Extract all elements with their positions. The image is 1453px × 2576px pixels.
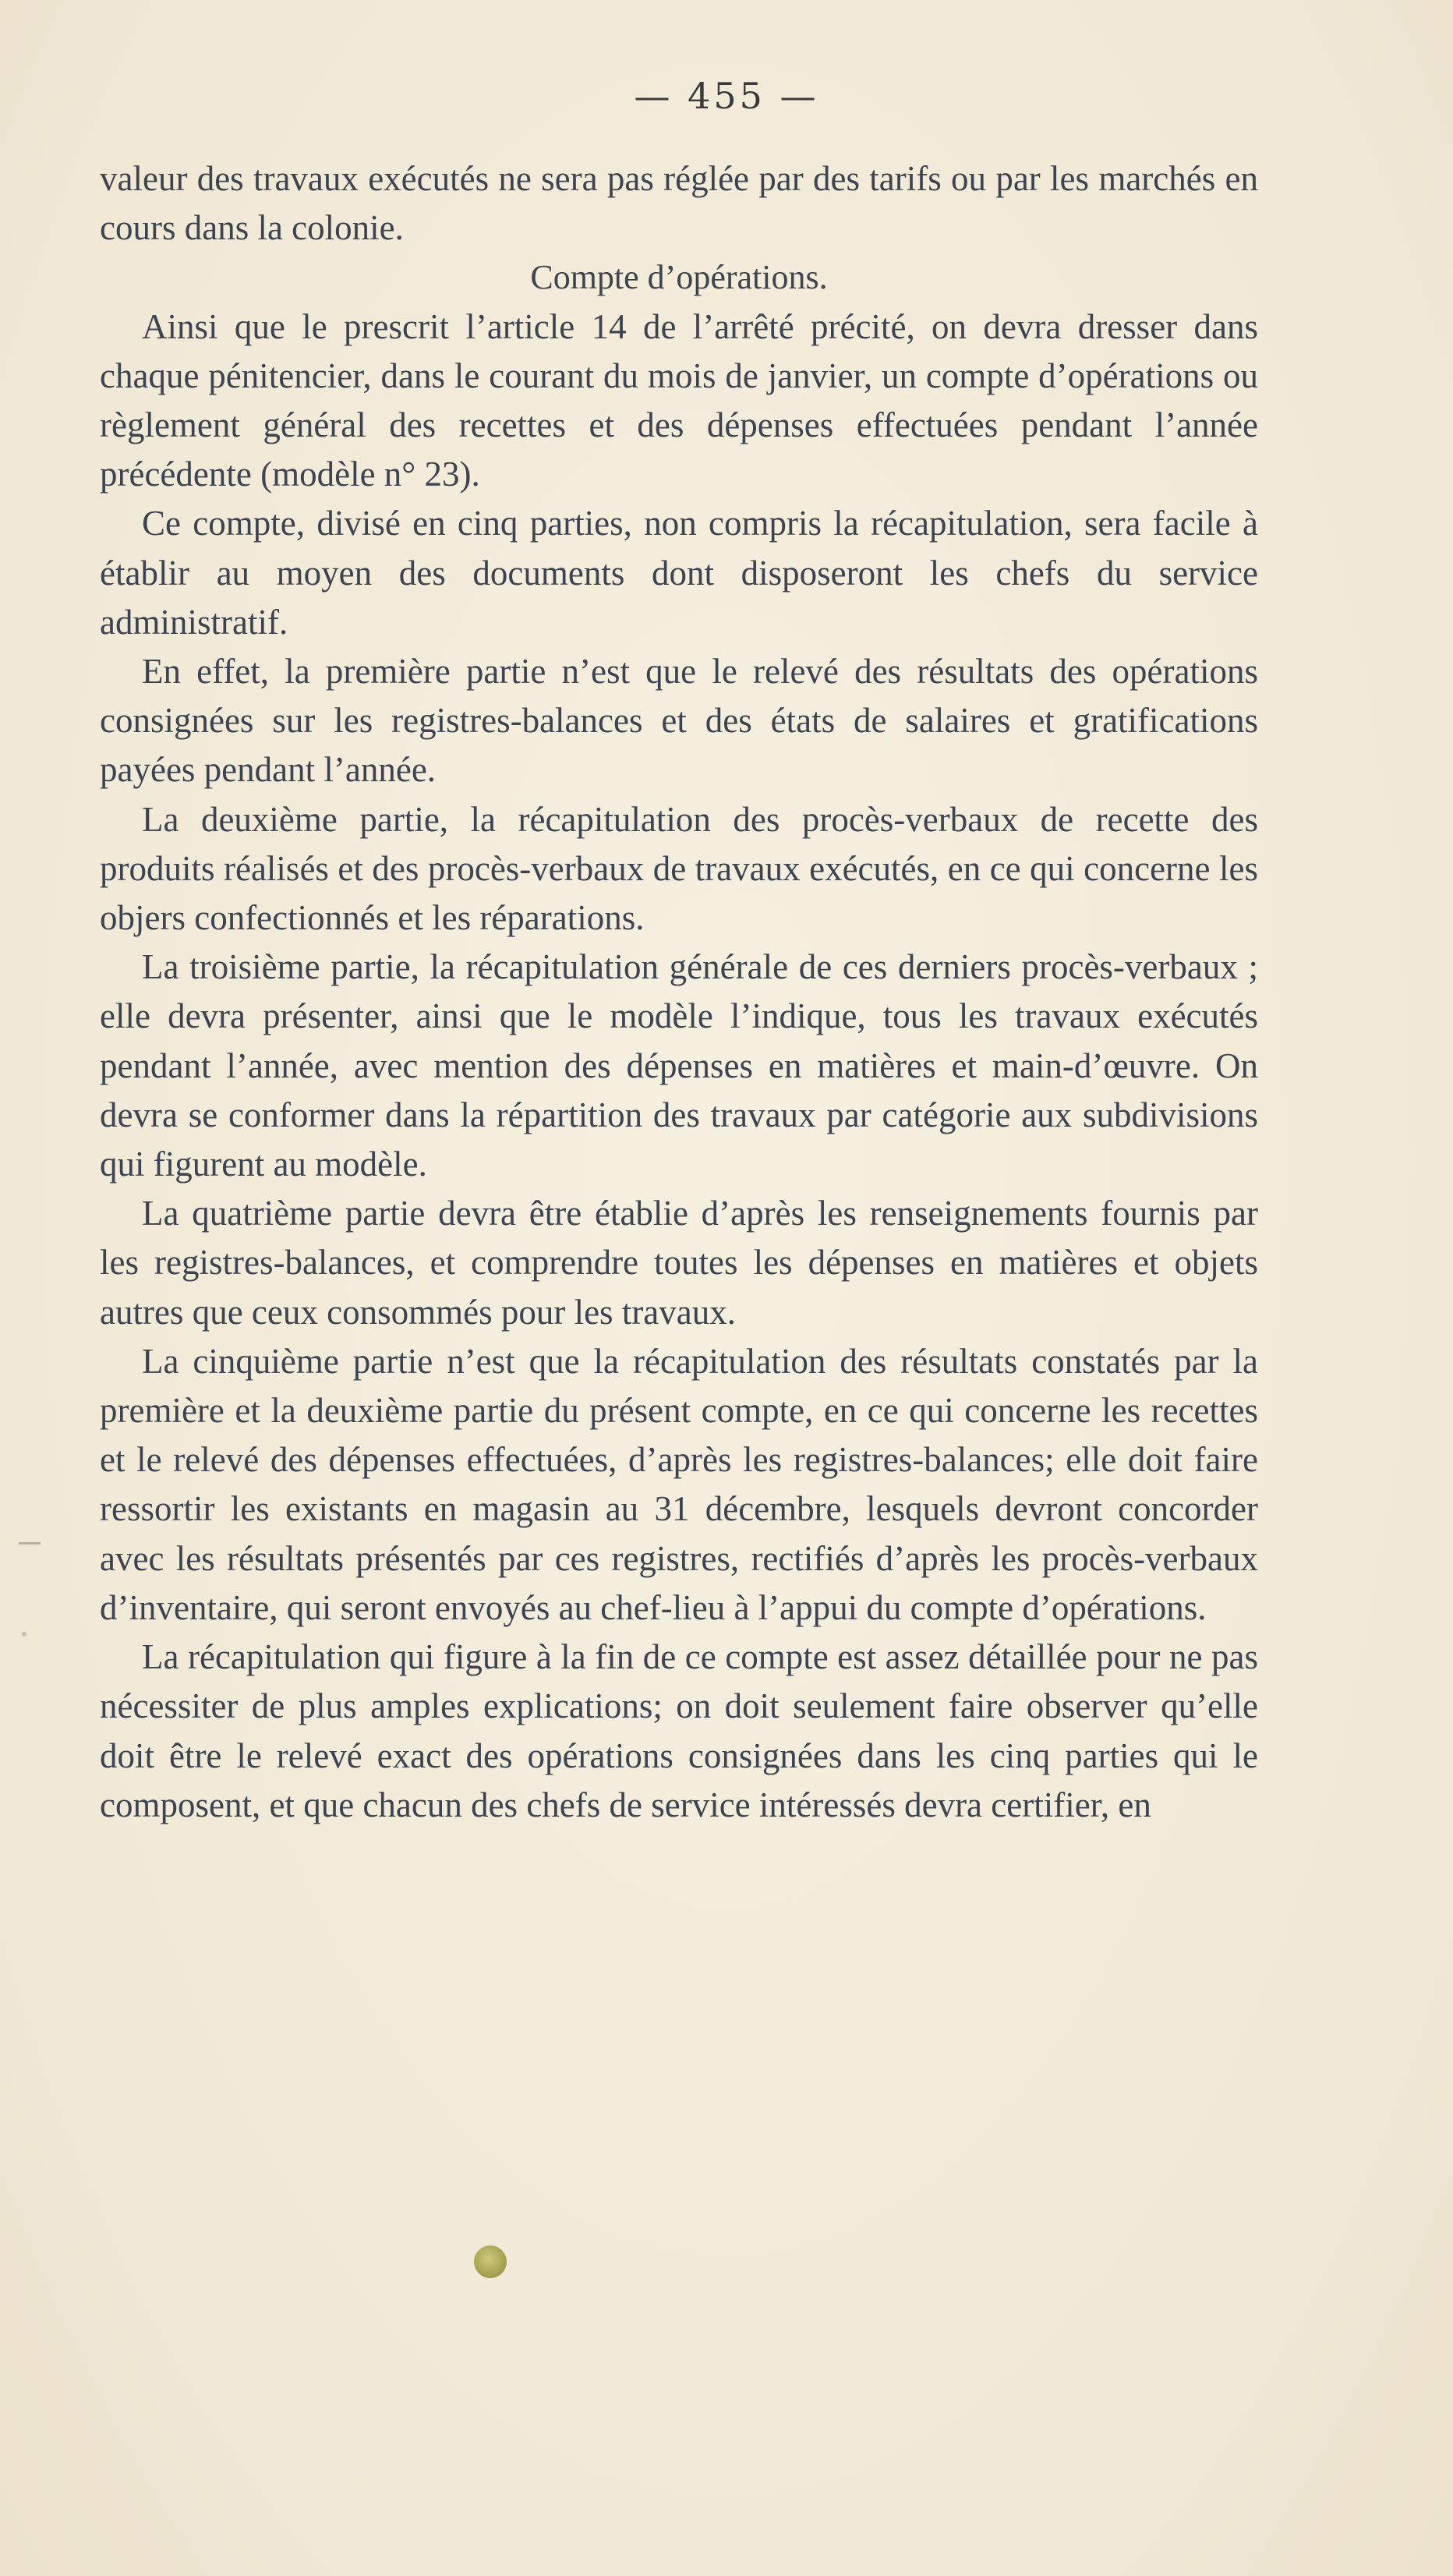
paragraph: La troisième partie, la récapitulation générale de ces derniers procès-verbaux ; elle devra présenter, ainsi que le modèle l’indique, tous les travaux exécutés pendant l’année, avec mention des dépenses en matières et main-d’œuvre. On devra se conformer dans la répartition des travaux par catégorie aux subdivisions qui figurent au modèle. <box>100 947 1258 1184</box>
page-number: — 455 — <box>634 75 819 117</box>
section-heading: Compte d’opérations. <box>530 258 828 297</box>
ink-blot-ornament <box>474 2245 507 2278</box>
margin-mark <box>19 1542 41 1545</box>
paragraph: La deuxième partie, la récapitulation des procès-verbaux de recette des produits réalisés et des procès-verbaux de travaux exécutés, en ce qui concerne les objers confectionnés et les réparations. <box>100 799 1258 938</box>
margin-speck <box>22 1632 27 1637</box>
paragraph: La cinquième partie n’est que la récapitulation des résultats constatés par la première et la deuxième partie du présent compte, en ce qui concerne les recettes et le relevé des dépenses effectuées, d’après les registres-balances; elle doit faire ressortir les existants en magasin au 31 décembre, lesquels devront concorder avec les résultats présentés par ces registres, rectifiés d’après les procès-verbaux d’inventaire, qui seront envoyés au chef-lieu à l’appui du compte d’opérations. <box>100 1341 1258 1627</box>
paragraph: Ainsi que le prescrit l’article 14 de l’arrêté précité, on devra dresser dans chaque pénitencier, dans le courant du mois de janvier, un compte d’opérations ou règlement général des recettes et des dépenses effectuées pendant l’année précédente (modèle n° 23). <box>100 306 1258 494</box>
paragraph: La récapitulation qui figure à la fin de ce compte est assez détaillée pour ne pas nécessiter de plus amples explications; on doit seulement faire observer qu’elle doit être le relevé exact des opérations consignées dans les cinq parties qui le composent, et que chacun des chefs de service intéressés devra certifier, en <box>100 1637 1258 1824</box>
paragraph: La quatrième partie devra être établie d’après les renseignements fournis par les registres-balances, et comprendre toutes les dépenses en matières et objets autres que ceux consommés pour les travaux. <box>100 1194 1258 1332</box>
paragraph: Ce compte, divisé en cinq parties, non compris la récapitulation, sera facile à établir au moyen des documents dont disposeront les chefs du service administratif. <box>100 504 1258 642</box>
continuation-paragraph: valeur des travaux exécutés ne sera pas réglée par des tarifs ou par les marchés en cours dans la colonie. <box>100 159 1258 248</box>
paragraph: En effet, la première partie n’est que le relevé des résultats des opérations consignées sur les registres-balances et des états de salaires et gratifications payées pendant l’année. <box>100 652 1258 790</box>
body-text <box>100 154 1258 1830</box>
